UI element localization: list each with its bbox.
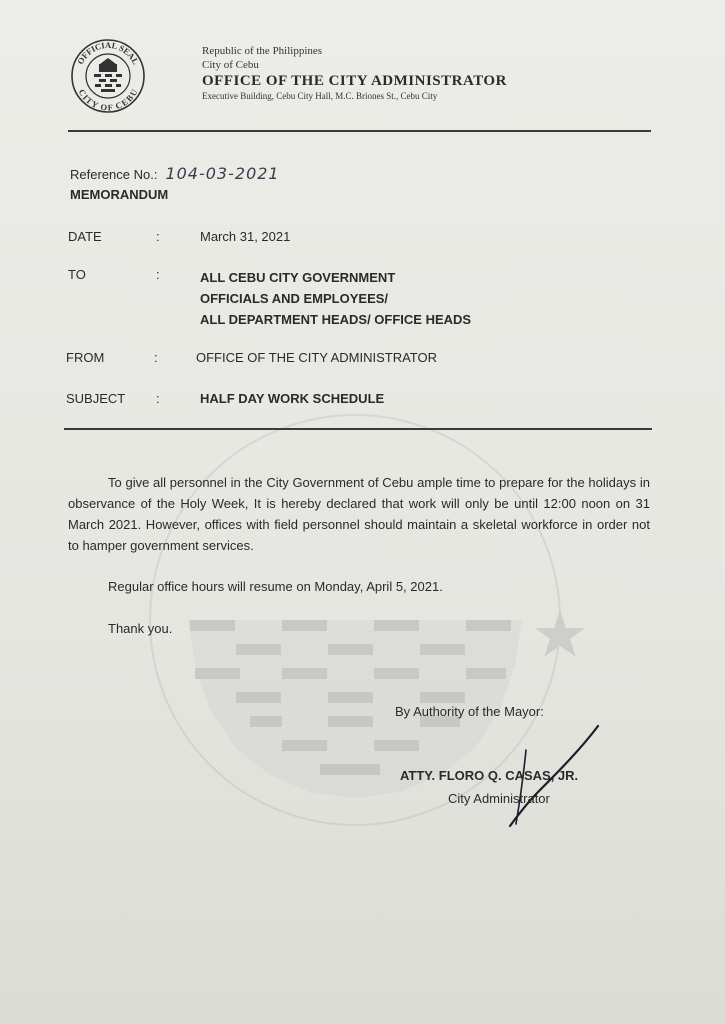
date-colon: : (156, 229, 160, 244)
memo-title: MEMORANDUM (70, 187, 169, 202)
body-paragraph-2: Regular office hours will resume on Monday, April 5, 2021. (108, 579, 443, 594)
seal-bottom-text: CITY OF CEBU (76, 87, 140, 113)
reference-number: 104-03-2021 (165, 164, 280, 183)
letterhead-address: Executive Building, Cebu City Hall, M.C. Briones St., Cebu City (202, 91, 438, 101)
to-line-2: OFFICIALS AND EMPLOYEES/ (200, 291, 389, 306)
date-label: DATE (68, 229, 102, 244)
to-line-3: ALL DEPARTMENT HEADS/ OFFICE HEADS (200, 312, 472, 327)
reference-label: Reference No.: (70, 167, 158, 182)
authority-line: By Authority of the Mayor: (395, 704, 544, 719)
to-recipients (200, 267, 471, 330)
from-colon: : (154, 350, 158, 365)
letterhead-office: OFFICE OF THE CITY ADMINISTRATOR (202, 73, 507, 89)
to-line-1: ALL CEBU CITY GOVERNMENT (200, 270, 396, 285)
closing-text: Thank you. (108, 621, 173, 636)
letterhead (202, 44, 507, 102)
subject-colon: : (156, 391, 160, 406)
subject-label: SUBJECT (66, 391, 126, 406)
seal-top-text: OFFICIAL SEAL (75, 39, 141, 67)
subject-value: HALF DAY WORK SCHEDULE (200, 391, 385, 406)
from-label: FROM (66, 350, 105, 365)
subject-divider (64, 428, 652, 430)
letterhead-republic: Republic of the Philippines (202, 45, 323, 57)
date-value: March 31, 2021 (200, 229, 291, 244)
signatory-title: City Administrator (448, 791, 550, 806)
signatory-name: ATTY. FLORO Q. CASAS, JR. (400, 768, 579, 783)
to-colon: : (156, 267, 160, 282)
letterhead-city: City of Cebu (202, 59, 259, 71)
official-seal-logo (70, 38, 146, 114)
body-paragraph-1: To give all personnel in the City Government of Cebu ample time to prepare for the holidays in observance of the Holy Week, It is hereby declared that work will only be until 12:00 noon on 31 March 2021. However, offices with field personnel should maintain a skeletal workforce in order not to hamper government services. (68, 475, 650, 553)
header-divider (68, 130, 651, 132)
reference-row (70, 164, 280, 183)
from-value: OFFICE OF THE CITY ADMINISTRATOR (196, 350, 438, 365)
to-label: TO (68, 267, 86, 282)
